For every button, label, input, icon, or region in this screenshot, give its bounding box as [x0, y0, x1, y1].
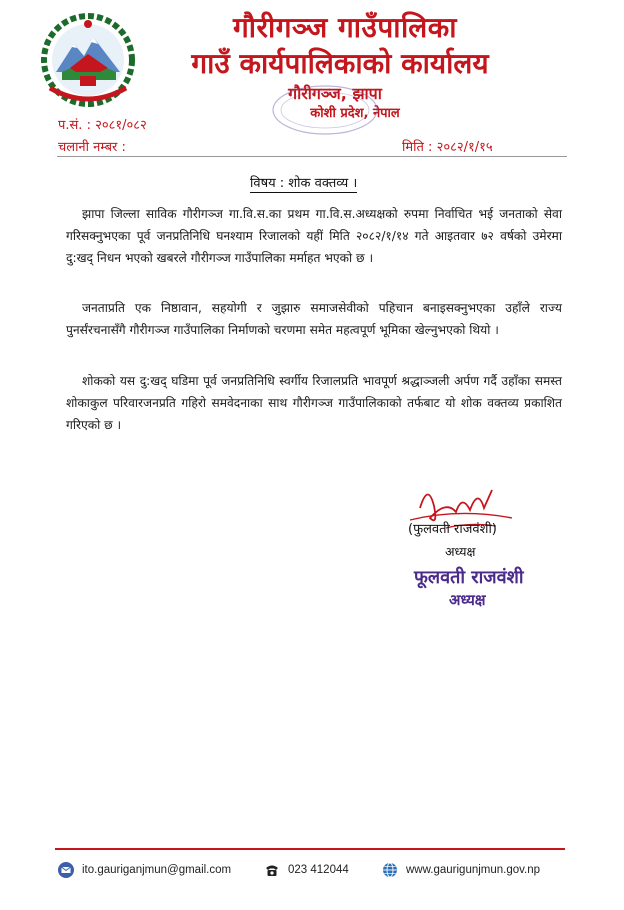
dispatch-number: चलानी नम्बर :	[58, 140, 126, 155]
website-text: www.gaurigunjmun.gov.np	[406, 864, 541, 876]
footer-website[interactable]	[382, 862, 540, 878]
seal-name-stamp: फूलवती राजवंशी	[414, 567, 524, 588]
email-text: ito.gauriganjmun@gmail.com	[82, 864, 232, 876]
office-location: गौरीगञ्ज, झापा	[288, 84, 382, 103]
envelope-icon	[58, 862, 74, 878]
nepal-emblem-logo	[36, 10, 140, 110]
office-stamp	[265, 80, 385, 140]
signer-title: अध्यक्ष	[445, 544, 476, 559]
seal-title-stamp: अध्यक्ष	[449, 591, 486, 609]
footer-phone[interactable]	[264, 862, 349, 878]
signer-name: (फुलवती राजवंशी)	[408, 522, 497, 537]
letter-date: मिति : २०८२/१/१५	[402, 140, 493, 155]
paragraph-1: झापा जिल्ला साविक गौरीगञ्ज गा.वि.स.का प्रथम गा.वि.स.अध्यक्षको रुपमा निर्वाचित भई जनताको सेवा गरिसक्नुभएका पूर्व जनप्रतिनिधि घनश्याम रिजालको यहीं मिति २०८२/१/१४ गते आइतवार ७२ वर्षको उमेरमा दु:खद् निधन भएको खबरले गौरीगञ्ज गाउँपालिका मर्माहत भएको छ ।	[66, 207, 562, 265]
paragraph-2: जनताप्रति एक निष्ठावान, सहयोगी र जुझारु समाजसेवीको पहिचान बनाइसक्नुभएका उहाँले राज्य पुनर्संरचनासँगै गौरीगञ्ज गाउँपालिका निर्माणको चरणमा समेत महत्वपूर्ण भूमिका खेल्नुभएको थियो ।	[66, 301, 562, 337]
footer-divider	[55, 848, 565, 850]
telephone-icon	[264, 862, 280, 878]
globe-icon	[382, 862, 398, 878]
header-divider	[57, 156, 567, 157]
reference-number: प.सं. : २०८१/०८२	[58, 118, 147, 133]
paragraph-3: शोकको यस दु:खद् घडिमा पूर्व जनप्रतिनिधि स्वर्गीय रिजालप्रति भावपूर्ण श्रद्धाञ्जली अर्पण गर्दै उहाँका समस्त शोकाकुल परिवारजनप्रति गहिरो समवेदनाका साथ गौरीगञ्ज गाउँपालिकाको तर्फबाट यो शोक वक्तव्य प्रकाशित गरिएको छ ।	[66, 374, 562, 432]
letter-subject: विषय : शोक वक्तव्य ।	[250, 173, 357, 193]
office-name: गाउँ कार्यपालिकाको कार्यालय	[191, 47, 489, 80]
municipality-name: गौरीगञ्ज गाउँपालिका	[232, 11, 458, 44]
phone-text: 023 412044	[288, 864, 349, 876]
office-province: कोशी प्रदेश, नेपाल	[310, 106, 400, 121]
footer-email[interactable]	[58, 862, 231, 878]
